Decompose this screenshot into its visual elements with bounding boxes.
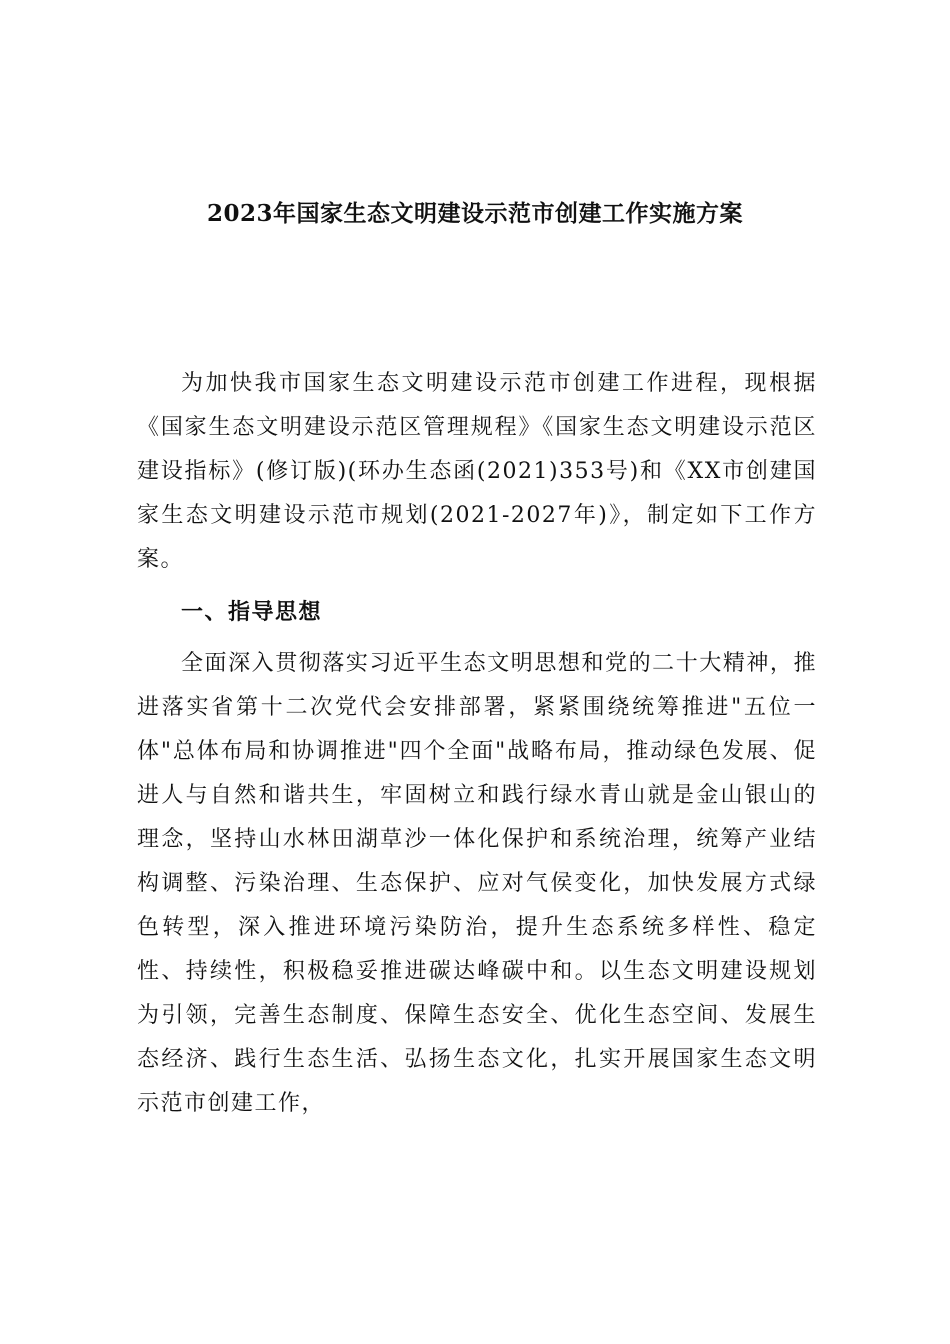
section-paragraph-guiding-ideology: 全面深入贯彻落实习近平生态文明思想和党的二十大精神，推进落实省第十二次党代会安排部署，紧紧围绕统筹推进"五位一体"总体布局和协调推进"四个全面"战略布局，推动绿色发展、促进人与自然和谐共生，牢固树立和践行绿水青山就是金山银山的理念，坚持山水林田湖草沙一体化保护和系统治理，统筹产业结构调整、污染治理、生态保护、应对气侯变化，加快发展方式绿色转型，深入推进环境污染防治，提升生态系统多样性、稳定性、持续性，积极稳妥推进碳达峰碳中和。以生态文明建设规划为引领，完善生态制度、保障生态安全、优化生态空间、发展生态经济、践行生态生活、弘扬生态文化，扎实开展国家生态文明示范市创建工作，: [137, 651, 817, 1116]
intro-paragraph: 为加快我市国家生态文明建设示范市创建工作进程，现根据《国家生态文明建设示范区管理规程》《国家生态文明建设示范区建设指标》(修订版)(环办生态函(2021)353号)和《XX市创建国家生态文明建设示范市规划(2021-2027年)》，制定如下工作方案。: [137, 371, 817, 572]
section-heading-guiding-ideology: 一、指导思想: [181, 599, 323, 625]
document-title: 2023年国家生态文明建设示范市创建工作实施方案: [206, 200, 743, 227]
document-body: [137, 362, 817, 1126]
